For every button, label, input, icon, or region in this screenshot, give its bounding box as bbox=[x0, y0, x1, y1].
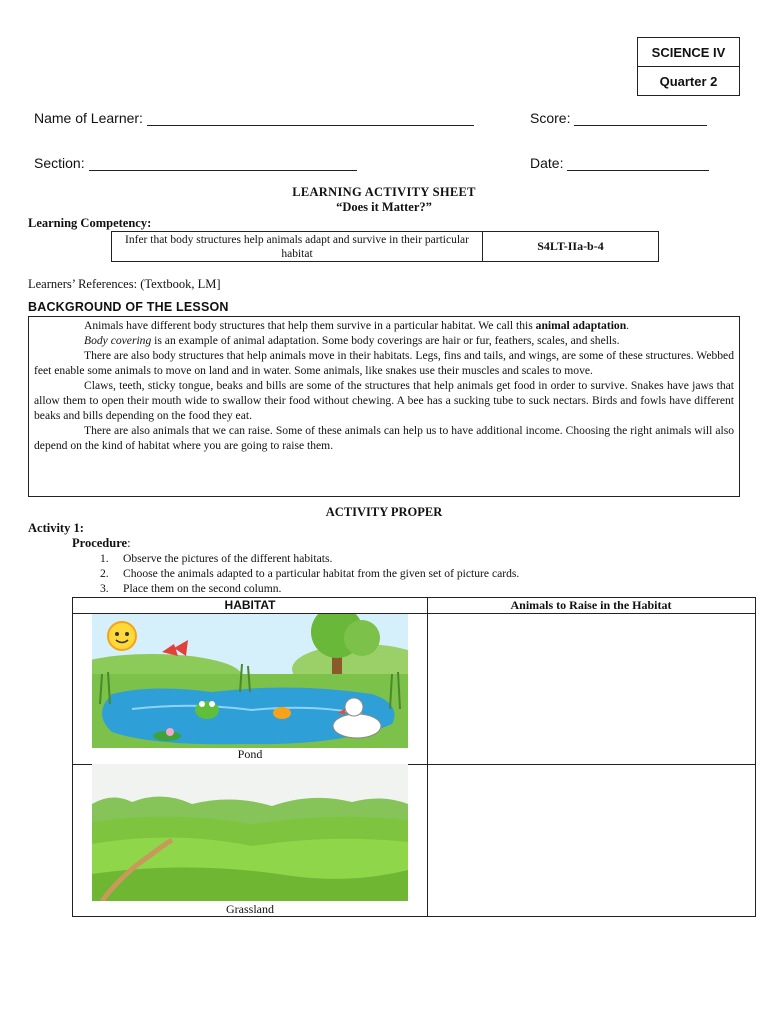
procedure-step: 2. Choose the animals adapted to a particular habitat from the given set of picture cards. bbox=[100, 567, 520, 580]
date-field[interactable] bbox=[530, 155, 709, 171]
bg-paragraph-5: There are also animals that we can raise. Some of these animals can help us to have additional income. Choosing the right animals will also depend on the kind of habitat where you are going to raise them. bbox=[34, 424, 734, 452]
score-field[interactable] bbox=[530, 110, 707, 126]
subject-box bbox=[637, 37, 740, 67]
bg-paragraph-3: There are also body structures that help animals move in their habitats. Legs, fins and tails, and wings, are some of these structures. Webbed feet enable some animals to move on land and in water. Some animals, like snakes use their muscles and scales to move. bbox=[34, 349, 734, 377]
competency-text: Infer that body structures help animals adapt and survive in their particular habitat bbox=[112, 232, 483, 261]
habitat-table bbox=[72, 597, 756, 917]
procedure-label: Procedure: bbox=[72, 536, 131, 550]
bg-italic-term: Body covering bbox=[84, 334, 152, 347]
section-field[interactable] bbox=[34, 155, 357, 171]
activity-label: Activity 1: bbox=[28, 521, 84, 535]
procedure-step: 3. Place them on the second column. bbox=[100, 582, 282, 595]
name-label: Name of Learner: bbox=[34, 110, 143, 126]
quarter-label: Quarter 2 bbox=[659, 73, 718, 89]
bg-paragraph-4: Claws, teeth, sticky tongue, beaks and bills are some of the structures that help animals get food in order to survive. Snakes have jaws that allow them to open their mouth wide to swallow their food without chewing. A bee has a sucking tube to suck nectars. Birds and fowls have different beaks and bills depending on the food they eat. bbox=[34, 379, 734, 422]
section-line[interactable] bbox=[89, 156, 357, 171]
activity-heading: ACTIVITY PROPER bbox=[325, 505, 443, 519]
date-label: Date: bbox=[530, 155, 564, 171]
bg-paragraph-1: Animals have different body structures that help them survive in a particular habitat. We call this animal adaptation. bbox=[84, 319, 630, 332]
competency-label: Learning Competency: bbox=[28, 216, 152, 230]
section-label: Section: bbox=[34, 155, 85, 171]
name-line[interactable] bbox=[147, 111, 474, 126]
quarter-box bbox=[637, 66, 740, 96]
procedure-step: 1. Observe the pictures of the different habitats. bbox=[100, 552, 333, 565]
competency-code: S4LT-IIa-b-4 bbox=[537, 239, 604, 253]
score-line[interactable] bbox=[574, 111, 707, 126]
bg-paragraph-2: Body covering is an example of animal adaptation. Some body coverings are hair or fur, feathers, scales, and shells. bbox=[84, 334, 620, 347]
references: Learners’ References: (Textbook, LM] bbox=[28, 277, 221, 291]
bg-bold-term: animal adaptation bbox=[535, 319, 627, 332]
sheet-title: LEARNING ACTIVITY SHEET bbox=[292, 185, 476, 199]
grassland-caption: Grassland bbox=[226, 902, 274, 916]
habitat-column-header: HABITAT bbox=[224, 598, 276, 612]
sheet-subtitle: “Does it Matter?” bbox=[336, 200, 432, 214]
background-box bbox=[28, 316, 740, 497]
date-line[interactable] bbox=[567, 156, 709, 171]
subject-label: SCIENCE IV bbox=[651, 44, 726, 60]
score-label: Score: bbox=[530, 110, 571, 126]
competency-table bbox=[111, 231, 659, 262]
pond-caption: Pond bbox=[237, 747, 263, 761]
name-field[interactable] bbox=[34, 110, 474, 126]
background-heading: BACKGROUND OF THE LESSON bbox=[28, 300, 229, 314]
grassland-image bbox=[92, 764, 408, 901]
pond-image bbox=[92, 614, 408, 748]
animals-column-header: Animals to Raise in the Habitat bbox=[510, 598, 672, 612]
procedure-list bbox=[100, 551, 519, 596]
